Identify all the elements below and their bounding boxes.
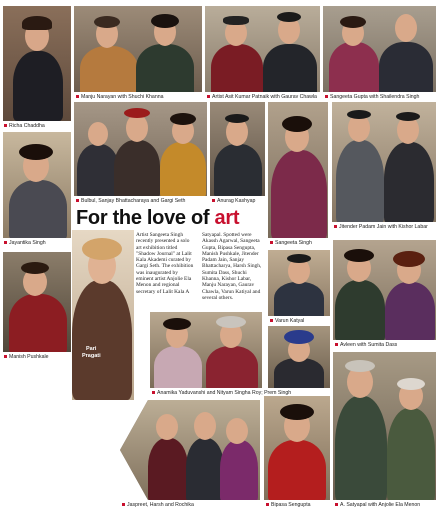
title-main: For the love of bbox=[76, 207, 215, 229]
photo-richa-chaddha bbox=[3, 6, 71, 121]
caption-jitender-kishor: Jitender Padam Jain with Kishor Labar bbox=[334, 224, 428, 230]
caption-manish-pushkale: Manish Pushkale bbox=[4, 354, 49, 360]
photo-bipasa-sengupta bbox=[264, 396, 330, 500]
photo-prem-singh bbox=[268, 326, 330, 388]
photo-sangeeta-gupta-shailendra bbox=[323, 6, 436, 92]
caption-bulbul-sanjay-gargi: Bulbul, Sanjay Bhattacharaya and Gargi Seth bbox=[76, 198, 185, 204]
photo-sangeeta-singh bbox=[268, 102, 328, 238]
photo-anamika-nityam bbox=[150, 312, 262, 388]
photo-asit-gaurav bbox=[205, 6, 320, 92]
photo-manish-pushkale bbox=[3, 252, 71, 352]
caption-manju-shuchi: Manju Narayan with Shuchi Khanna bbox=[76, 94, 163, 100]
photo-manju-shuchi bbox=[74, 6, 202, 92]
article-column-1: Artist Sangeeta Singh recently presented a solo art exhibition titled "Shadow Journal" at Lalit Kala Akademi curated by Gargi Seth. The exhibition was inaugurated by eminent artist Anjolie Ela Menon and regional secretary of Lalit Kala A bbox=[136, 232, 194, 295]
photo-satyapal-anjolie bbox=[333, 352, 436, 500]
photo-jayantika-singh bbox=[3, 132, 71, 238]
photo-avleen-sumita bbox=[333, 240, 436, 340]
caption-varun-katyal: Varun Katyal bbox=[270, 318, 304, 324]
caption-satyapal-anjolie: A. Satyapal with Anjolie Ela Menon bbox=[335, 502, 420, 508]
photo-tag-pragati: Pragati bbox=[82, 353, 101, 359]
photo-anurag-kashyap bbox=[210, 102, 265, 196]
caption-sangeeta-gupta-shailendra: Sangeeta Gupta with Shailendra Singh bbox=[325, 94, 419, 100]
page-title bbox=[76, 207, 239, 230]
article-column-2: Satyapal. Spotted were Akassh Agarwal, Sangeeta Gupta, Bipasa Sengupta, Manish Pushkale, Jitender Padam Jain, Sanjay Bhattacharya, Harsh Singh, Sumita Dass, Shuchi Khanna, Kishor Labar, Manju Narayan, Gaurav Chawla, Varun Katiyal and several others. bbox=[202, 232, 262, 301]
caption-anurag-kashyap: Anurag Kashyap bbox=[212, 198, 255, 204]
caption-sangeeta-singh: Sangeeta Singh bbox=[270, 240, 312, 246]
caption-jayantika-singh: Jayantika Singh bbox=[4, 240, 46, 246]
caption-richa-chaddha: Richa Chaddha bbox=[4, 123, 45, 129]
photo-jitender-kishor bbox=[332, 102, 436, 222]
photo-varun-katyal bbox=[268, 250, 330, 316]
caption-anamika-nityam-prem: Anamika Yaduvanshi and Nityam Singha Roy; Prem Singh bbox=[152, 390, 291, 396]
caption-asit-gaurav: Artist Asit Kumar Patnaik with Gaurav Chawla bbox=[207, 94, 317, 100]
caption-bipasa-sengupta: Bipasa Sengupta bbox=[266, 502, 311, 508]
photo-jaspreet-harsh-rochika bbox=[120, 400, 260, 500]
photo-pari-pragati bbox=[72, 230, 134, 400]
caption-jaspreet-harsh-rochika: Jaspreet, Harsh and Rochika bbox=[122, 502, 194, 508]
title-accent: art bbox=[214, 207, 240, 229]
photo-bulbul-sanjay-gargi bbox=[74, 102, 207, 196]
caption-avleen-sumita: Avleen with Sumita Dass bbox=[335, 342, 397, 348]
photo-tag-pari: Pari bbox=[86, 346, 97, 352]
